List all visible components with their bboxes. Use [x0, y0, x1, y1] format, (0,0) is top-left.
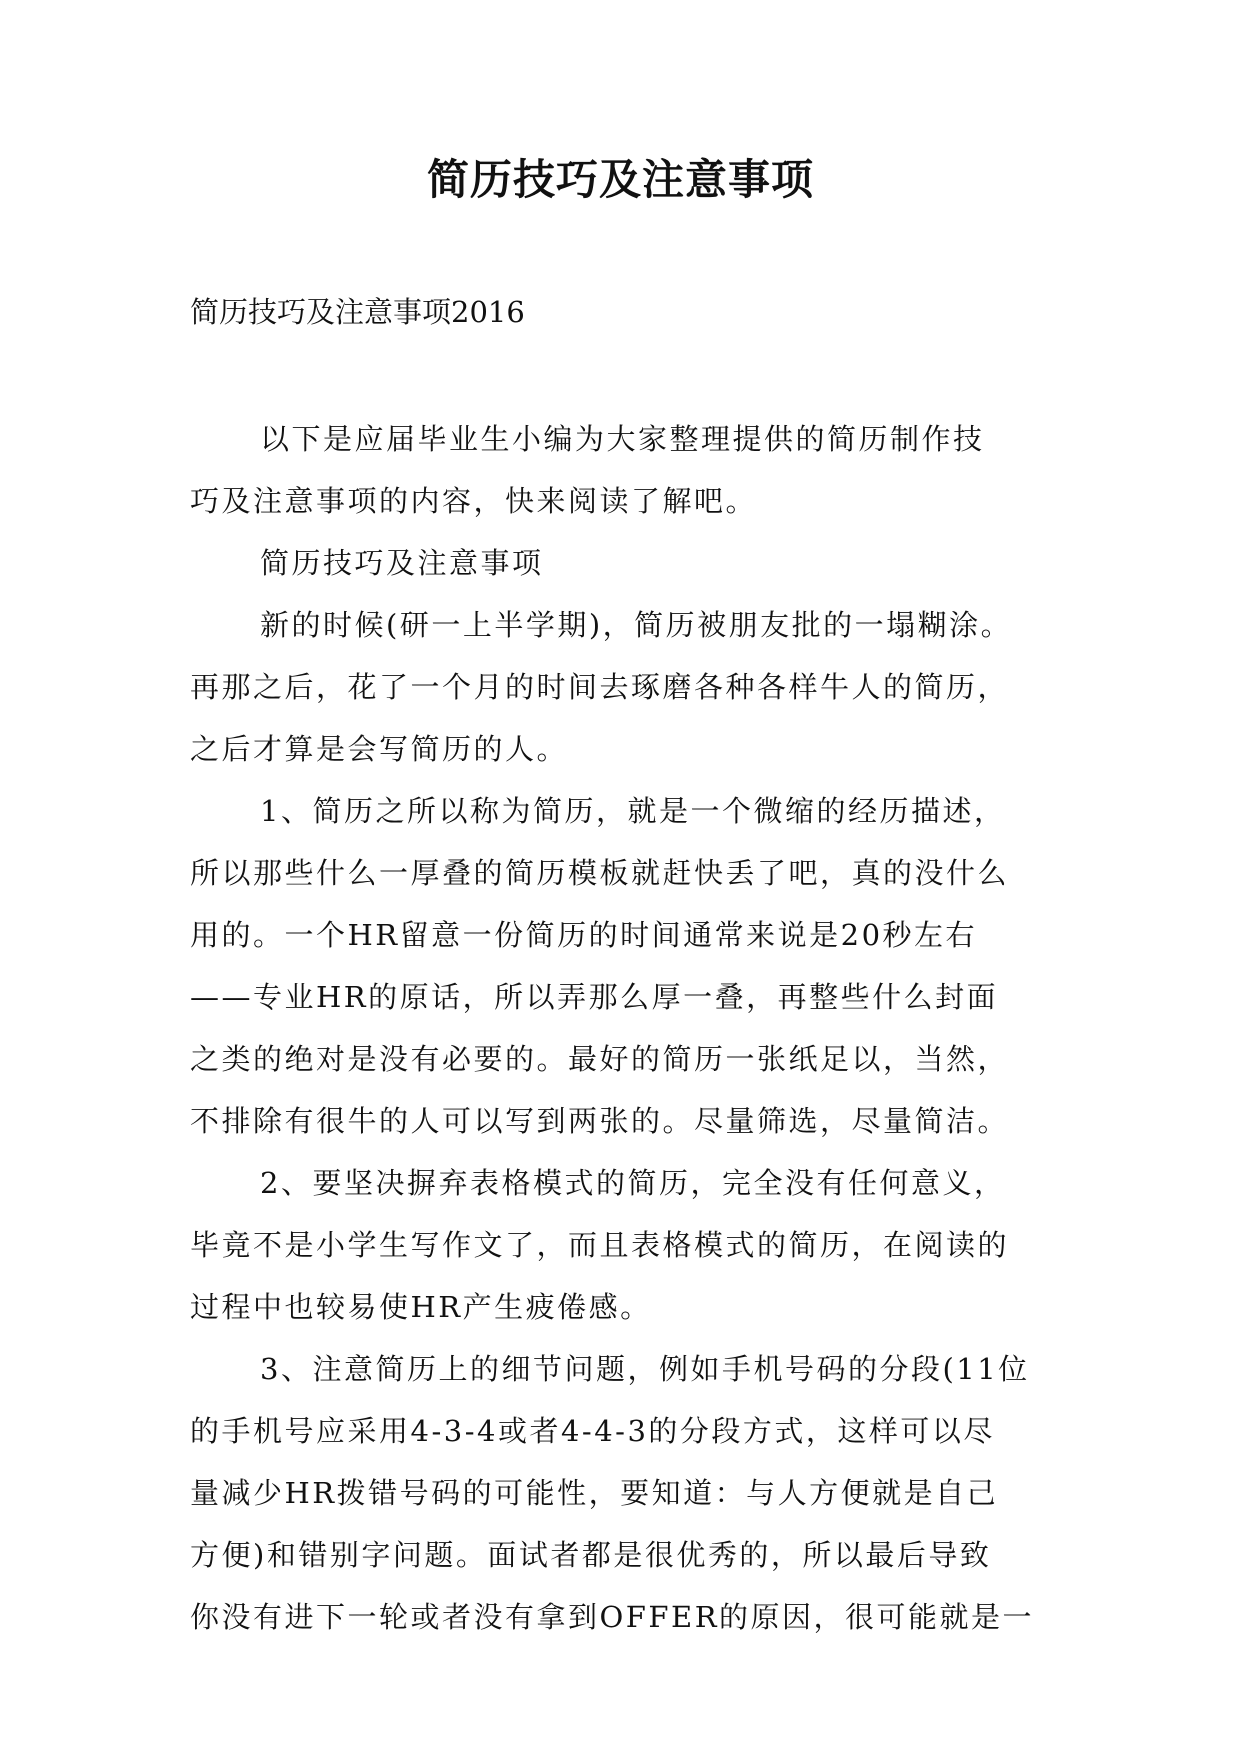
paragraph-tip-3 — [190, 1338, 1060, 1648]
text-line: 2、要坚决摒弃表格模式的简历，完全没有任何意义， — [260, 1166, 1006, 1200]
document-title: 简历技巧及注意事项 — [426, 155, 814, 204]
text-line: 3、注意简历上的细节问题，例如手机号码的分段(11位 — [260, 1352, 1030, 1386]
document-subtitle: 简历技巧及注意事项2016 — [190, 295, 525, 329]
text-line: 所以那些什么一厚叠的简历模板就赶快丢了吧，真的没什么 — [190, 856, 1010, 890]
text-line: 简历技巧及注意事项 — [260, 546, 544, 580]
paragraph-tip-1 — [190, 780, 1060, 1152]
text-line: 1、简历之所以称为简历，就是一个微缩的经历描述， — [260, 794, 1006, 828]
text-line: 量减少HR拨错号码的可能性，要知道：与人方便就是自己 — [190, 1476, 999, 1510]
paragraph-heading — [190, 532, 1060, 594]
text-line: 再那之后，花了一个月的时间去琢磨各种各样牛人的简历， — [190, 670, 1010, 704]
paragraph-tip-2 — [190, 1152, 1060, 1338]
text-line: 方便)和错别字问题。面试者都是很优秀的，所以最后导致 — [190, 1538, 992, 1572]
text-line: 之后才算是会写简历的人。 — [190, 732, 569, 766]
text-line: 你没有进下一轮或者没有拿到OFFER的原因，很可能就是一 — [190, 1600, 1035, 1634]
text-line: 之类的绝对是没有必要的。最好的简历一张纸足以，当然， — [190, 1042, 1010, 1076]
document-body — [190, 408, 1060, 1648]
paragraph-experience — [190, 594, 1060, 780]
text-line: 毕竟不是小学生写作文了，而且表格模式的简历，在阅读的 — [190, 1228, 1010, 1262]
text-line: 巧及注意事项的内容，快来阅读了解吧。 — [190, 484, 758, 518]
text-line: 的手机号应采用4-3-4或者4-4-3的分段方式，这样可以尽 — [190, 1414, 995, 1448]
text-line: 不排除有很牛的人可以写到两张的。尽量筛选，尽量简洁。 — [190, 1104, 1010, 1138]
paragraph-intro — [190, 408, 1060, 532]
text-line: 以下是应届毕业生小编为大家整理提供的简历制作技 — [260, 422, 985, 456]
text-line: 过程中也较易使HR产生疲倦感。 — [190, 1290, 652, 1324]
text-line: 新的时候(研一上半学期)，简历被朋友批的一塌糊涂。 — [260, 608, 1013, 642]
text-line: 用的。一个HR留意一份简历的时间通常来说是20秒左右 — [190, 918, 978, 952]
text-line: ——专业HR的原话，所以弄那么厚一叠，再整些什么封面 — [190, 980, 999, 1014]
